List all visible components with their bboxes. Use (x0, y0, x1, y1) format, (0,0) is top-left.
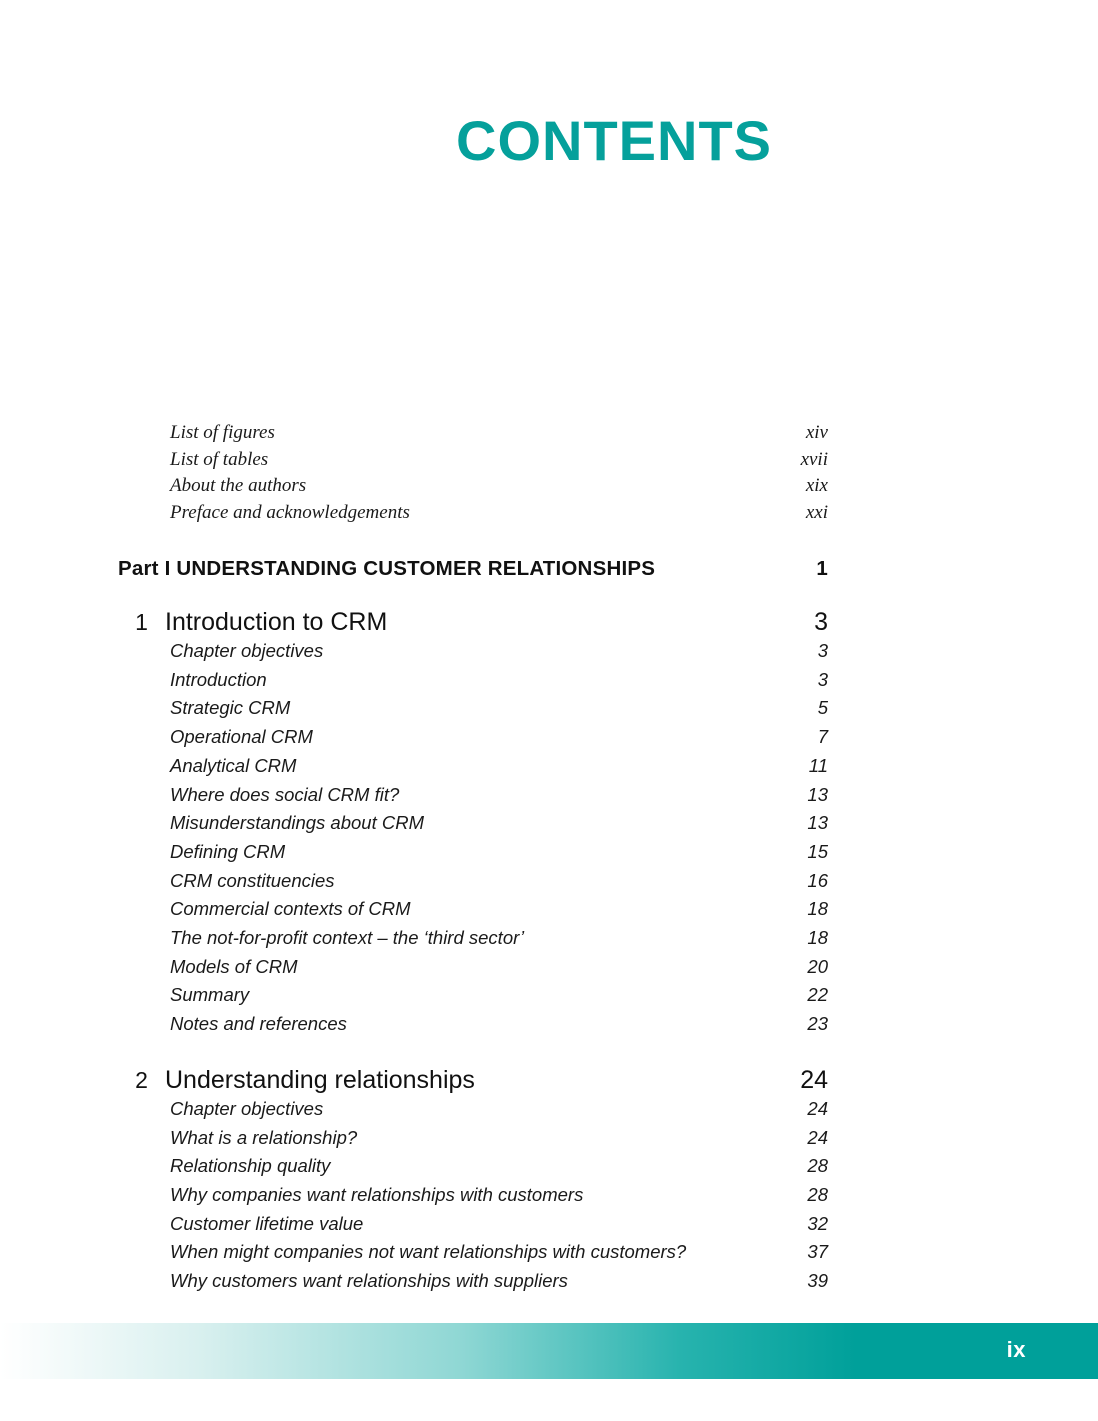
table-of-contents (118, 420, 828, 1296)
section-label: Chapter objectives (170, 640, 324, 661)
front-matter-label: Preface and acknowledgements (170, 501, 410, 523)
section-label: Chapter objectives (170, 1097, 324, 1119)
section-page: 24 (807, 1097, 828, 1119)
list-item[interactable] (118, 809, 828, 838)
section-label: Customer lifetime value (170, 1212, 364, 1234)
section-label: Where does social CRM fit? (170, 783, 400, 805)
section-page: 28 (807, 1183, 828, 1205)
section-label: Why companies want relationships with customers (170, 1183, 584, 1205)
page-title: CONTENTS (456, 109, 772, 172)
list-item[interactable] (118, 781, 828, 810)
part-heading-label: Part I UNDERSTANDING CUSTOMER RELATIONSHIPS (118, 557, 656, 580)
section-page: 11 (808, 754, 828, 776)
front-matter-label: List of tables (170, 448, 269, 470)
front-matter-page: xiv (805, 422, 828, 443)
section-page: 22 (807, 984, 828, 1006)
list-item[interactable] (118, 1095, 828, 1124)
section-page: 32 (807, 1212, 828, 1234)
section-page: 16 (807, 869, 828, 891)
section-page: 20 (807, 955, 828, 977)
front-matter-page: xix (805, 475, 828, 496)
section-page: 39 (807, 1270, 828, 1292)
list-item[interactable] (118, 981, 828, 1010)
list-item[interactable] (118, 447, 828, 474)
section-label: CRM constituencies (170, 869, 335, 891)
section-page: 15 (807, 840, 828, 862)
front-matter-page: xvii (800, 448, 828, 470)
section-page: 18 (807, 898, 828, 920)
section-label: Relationship quality (170, 1155, 331, 1177)
list-item[interactable] (118, 1152, 828, 1181)
list-item[interactable] (118, 1181, 828, 1210)
list-item[interactable] (118, 473, 828, 500)
front-matter-label: About the authors (170, 475, 307, 496)
section-label: The not-for-profit context – the ‘third sector’ (170, 927, 525, 949)
section-page: 28 (807, 1155, 828, 1177)
footer-gradient-bar (0, 1323, 1098, 1379)
list-item[interactable] (118, 924, 828, 953)
section-label: Strategic CRM (170, 697, 291, 719)
section-page: 5 (817, 697, 828, 719)
section-page: 23 (807, 1013, 828, 1035)
chapter-number: 1 (135, 609, 148, 635)
list-item[interactable] (118, 723, 828, 752)
list-item[interactable] (118, 1238, 828, 1267)
chapter-number: 2 (135, 1066, 148, 1093)
chapter-title: Understanding relationships (165, 1065, 475, 1094)
part-heading-page: 1 (816, 557, 828, 580)
front-matter-label: List of figures (170, 422, 275, 443)
section-page: 3 (817, 668, 828, 690)
section-label: Summary (170, 984, 250, 1006)
section-label: Introduction (170, 668, 267, 690)
section-page: 24 (807, 1126, 828, 1148)
section-label: Misunderstandings about CRM (170, 812, 424, 834)
page-folio: ix (1006, 1337, 1026, 1362)
section-page: 3 (817, 640, 828, 661)
section-label: Models of CRM (170, 955, 298, 977)
list-item[interactable] (118, 500, 828, 527)
list-item[interactable] (118, 637, 828, 666)
part-heading[interactable] (118, 557, 828, 581)
front-matter-list (118, 420, 828, 526)
list-item[interactable] (118, 953, 828, 982)
chapter-title: Introduction to CRM (165, 608, 388, 636)
front-matter-page: xxi (805, 501, 828, 523)
list-item[interactable] (118, 694, 828, 723)
section-label: Operational CRM (170, 726, 313, 748)
section-page: 7 (817, 726, 828, 748)
list-item[interactable] (118, 420, 828, 447)
list-item[interactable] (118, 1210, 828, 1239)
section-page: 18 (807, 927, 828, 949)
chapter-title-row[interactable] (118, 607, 828, 637)
section-label: What is a relationship? (170, 1126, 358, 1148)
section-label: Why customers want relationships with suppliers (170, 1270, 568, 1292)
list-item[interactable] (118, 752, 828, 781)
chapter-page: 3 (814, 608, 828, 636)
list-item[interactable] (118, 895, 828, 924)
list-item[interactable] (118, 838, 828, 867)
section-page: 13 (807, 783, 828, 805)
chapter-page: 24 (800, 1065, 828, 1094)
list-item[interactable] (118, 666, 828, 695)
section-label: Commercial contexts of CRM (170, 898, 411, 920)
section-label: When might companies not want relationships with customers? (170, 1241, 687, 1263)
list-item[interactable] (118, 1124, 828, 1153)
section-label: Analytical CRM (170, 754, 297, 776)
section-label: Defining CRM (170, 840, 286, 862)
list-item[interactable] (118, 1267, 828, 1296)
section-page: 37 (807, 1241, 828, 1263)
chapter-title-row[interactable] (118, 1065, 828, 1095)
section-page: 13 (807, 812, 828, 834)
list-item[interactable] (118, 867, 828, 896)
list-item[interactable] (118, 1010, 828, 1039)
section-label: Notes and references (170, 1013, 347, 1035)
